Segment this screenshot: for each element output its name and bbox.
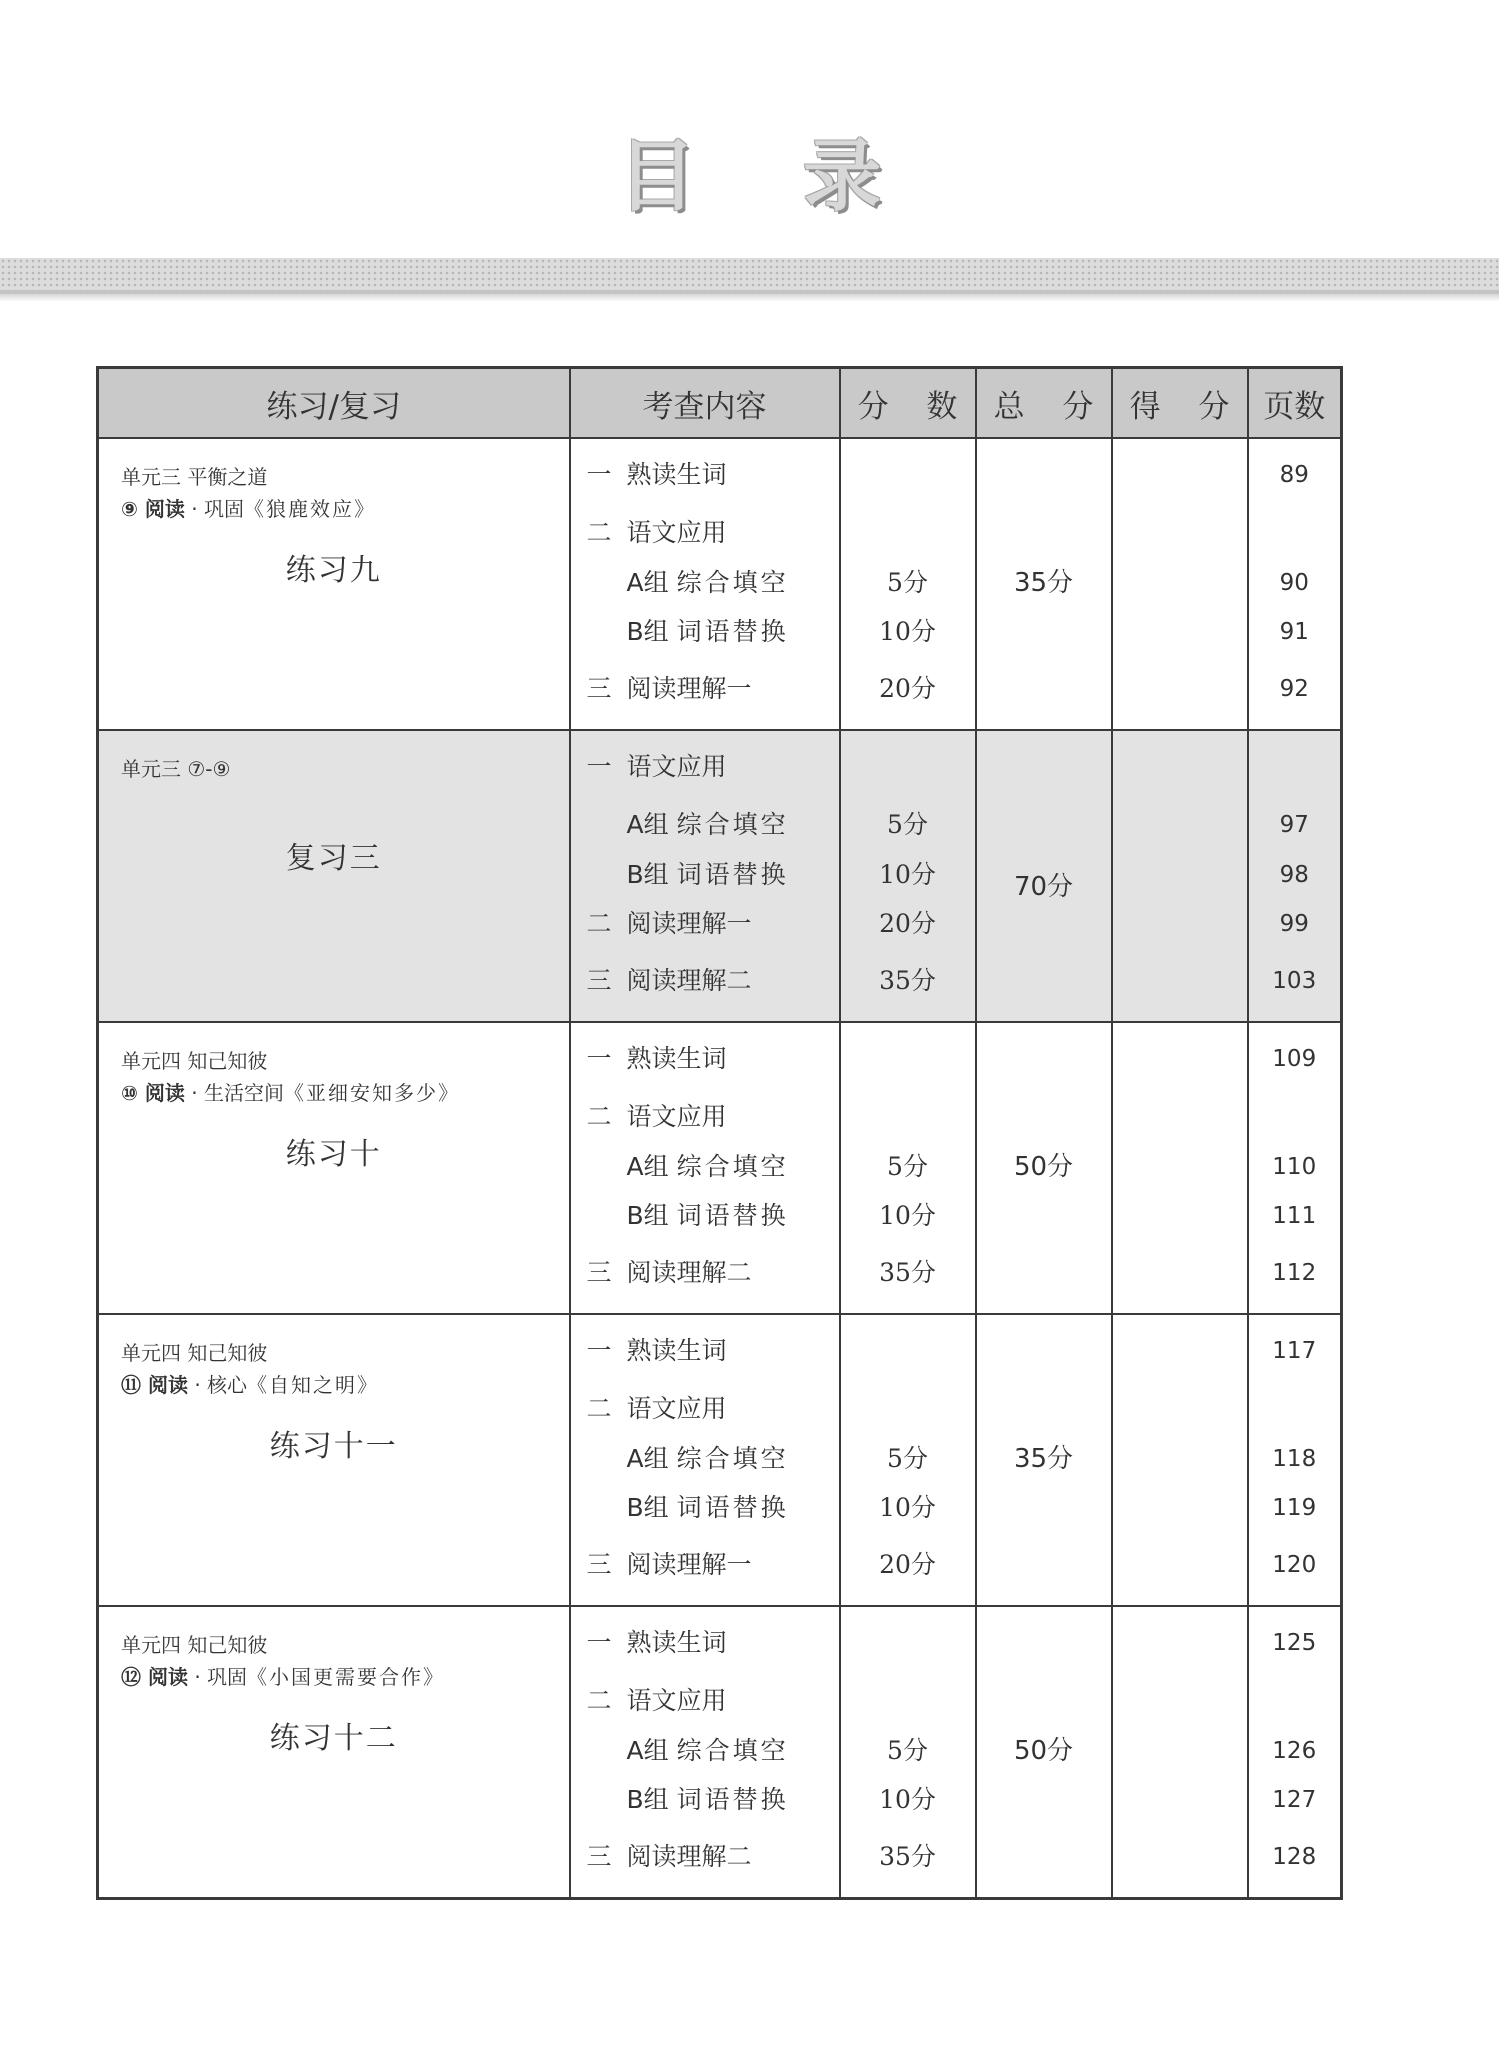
score-stack [841,1315,975,1605]
page-cell [1248,1606,1342,1899]
item-number: 三 [586,1842,612,1871]
lesson-lead: ⑫ 阅读 [121,1665,188,1689]
header-earned: 得 分 [1112,368,1248,439]
content-item [587,1259,752,1287]
item-page: 99 [1279,911,1309,937]
group-label: A组 [626,1152,669,1181]
item-label: 阅读理解二 [626,1842,752,1871]
content-item [627,1786,789,1814]
lesson-lead: ⑪ 阅读 [121,1373,188,1397]
item-number: 一 [586,1336,612,1365]
item-label: 阅读理解二 [626,1258,752,1287]
lesson-label [121,493,376,522]
item-page: 128 [1272,1844,1317,1870]
content-item [627,1494,789,1522]
earned-cell [1112,438,1248,730]
exercise-name: 练习十一 [269,1429,398,1464]
score-stack [841,1607,975,1897]
item-score: 20分 [879,674,936,703]
header-page: 页数 [1248,368,1342,439]
content-cell [570,1314,840,1606]
header-row [98,368,1342,439]
total-stack [977,1315,1111,1605]
item-score: 20分 [879,909,936,938]
group-label: A组 [626,568,669,597]
score-cell [840,1606,976,1899]
content-item [587,1629,727,1657]
item-number: 二 [586,518,612,547]
item-label: 阅读理解一 [626,674,752,703]
item-page: 127 [1272,1787,1317,1813]
section-row [98,1606,1342,1899]
item-number: 二 [586,1686,612,1715]
item-label: 语文应用 [626,1394,727,1423]
lesson-category: · 巩固 [187,1665,248,1689]
item-page: 119 [1272,1495,1317,1521]
content-item [587,461,727,489]
exercise-name: 复习三 [285,841,382,876]
content-item [627,811,789,839]
item-label: 阅读理解一 [626,1550,752,1579]
content-item [627,1153,789,1181]
item-label: 词语替换 [676,1493,789,1522]
item-score: 35分 [879,1258,936,1287]
item-page: 103 [1272,968,1317,994]
content-item [627,861,789,889]
item-page: 92 [1279,676,1309,702]
lesson-book-title: 《亚细安知多少》 [283,1081,460,1105]
item-label: 综合填空 [676,1736,789,1765]
item-number: 一 [586,752,612,781]
item-label: 词语替换 [676,1201,789,1230]
total-cell [976,730,1112,1022]
content-item [627,618,789,646]
exercise-name: 练习九 [285,553,382,588]
content-item [587,1551,752,1579]
section-row [98,730,1342,1022]
total-stack [977,439,1111,729]
lesson-label [121,1369,379,1398]
unit-label: 单元四 知己知彼 [121,1341,268,1365]
item-number: 一 [586,1044,612,1073]
content-cell [570,1022,840,1314]
page-stack [1249,1607,1341,1897]
item-page: 120 [1272,1552,1317,1578]
section-row [98,1314,1342,1606]
item-score: 10分 [879,1201,936,1230]
content-item [587,1395,727,1423]
content-item [587,910,752,938]
item-page: 126 [1272,1738,1317,1764]
item-label: 综合填空 [676,1152,789,1181]
group-label: A组 [626,1736,669,1765]
item-label: 熟读生词 [626,1336,727,1365]
item-label: 综合填空 [676,1444,789,1473]
score-cell [840,1314,976,1606]
item-label: 阅读理解二 [626,966,752,995]
item-score: 10分 [879,1493,936,1522]
content-item [587,967,752,995]
item-label: 语文应用 [626,752,727,781]
item-label: 词语替换 [676,617,789,646]
item-page: 109 [1272,1046,1317,1072]
total-stack [977,731,1111,1021]
lesson-category: · 巩固 [184,497,244,521]
total-score: 35分 [1013,568,1074,598]
lesson-lead: ⑩ 阅读 [121,1081,185,1105]
item-page: 89 [1279,462,1309,488]
group-label: B组 [626,1493,669,1522]
content-item [627,1445,789,1473]
content-item [587,1337,727,1365]
lesson-book-title: 《自知之明》 [247,1373,380,1397]
content-stack [571,1315,839,1605]
exercise-name: 练习十 [285,1137,382,1172]
item-score: 5分 [887,568,928,597]
content-cell [570,730,840,1022]
content-cell [570,1606,840,1899]
exercise-cell [98,730,570,1022]
content-stack [571,439,839,729]
page-title: 目 录 [617,132,922,222]
header-exercise: 练习/复习 [98,368,570,439]
content-stack [571,731,839,1021]
unit-label: 单元四 知己知彼 [121,1633,268,1657]
group-label: B组 [626,860,669,889]
total-score: 50分 [1013,1152,1074,1182]
item-label: 词语替换 [676,1785,789,1814]
total-score: 50分 [1013,1736,1074,1766]
item-score: 5分 [887,810,928,839]
item-page: 91 [1279,619,1309,645]
score-stack [841,731,975,1021]
group-label: B组 [626,617,669,646]
header-content: 考查内容 [570,368,840,439]
item-number: 三 [586,1258,612,1287]
item-score: 10分 [879,617,936,646]
exercise-cell [98,438,570,730]
item-page: 117 [1272,1338,1317,1364]
exercise-name: 练习十二 [269,1721,398,1756]
content-item [587,519,727,547]
page-stack [1249,1023,1341,1313]
content-item [587,1103,727,1131]
item-page: 111 [1272,1203,1317,1229]
item-label: 熟读生词 [626,1044,727,1073]
item-number: 一 [586,460,612,489]
item-page: 118 [1272,1446,1317,1472]
item-page: 98 [1279,862,1309,888]
item-number: 二 [586,1394,612,1423]
lesson-label [121,1077,460,1106]
group-label: B组 [626,1201,669,1230]
unit-label: 单元四 知己知彼 [121,1049,268,1073]
item-number: 三 [586,1550,612,1579]
lesson-label [121,1661,445,1690]
content-item [587,1843,752,1871]
lesson-lead: ⑨ 阅读 [121,497,185,521]
page-stack [1249,1315,1341,1605]
content-item [627,569,789,597]
unit-label: 单元三 平衡之道 [121,465,268,489]
item-score: 35分 [879,966,936,995]
item-score: 20分 [879,1550,936,1579]
group-label: A组 [626,810,669,839]
score-cell [840,438,976,730]
item-label: 综合填空 [676,810,789,839]
lesson-category: · 核心 [187,1373,248,1397]
header-band-shadow [0,294,1499,302]
item-label: 熟读生词 [626,460,727,489]
item-label: 熟读生词 [626,1628,727,1657]
lesson-category: · 生活空间 [184,1081,284,1105]
page-stack [1249,439,1341,729]
item-number: 三 [586,966,612,995]
content-cell [570,438,840,730]
page-cell [1248,730,1342,1022]
item-score: 5分 [887,1444,928,1473]
lesson-book-title: 《小国更需要合作》 [247,1665,446,1689]
score-stack [841,1023,975,1313]
content-item [627,1737,789,1765]
item-number: 三 [586,674,612,703]
group-label: A组 [626,1444,669,1473]
earned-cell [1112,1314,1248,1606]
content-item [587,753,727,781]
item-label: 阅读理解一 [626,909,752,938]
header-total: 总 分 [976,368,1112,439]
total-stack [977,1607,1111,1897]
section-row [98,438,1342,730]
content-item [587,1045,727,1073]
total-score: 70分 [1013,872,1074,902]
item-score: 5分 [887,1736,928,1765]
item-label: 语文应用 [626,1102,727,1131]
score-cell [840,1022,976,1314]
total-cell [976,438,1112,730]
page-cell [1248,438,1342,730]
contents-table [96,366,1343,1900]
item-page: 97 [1279,812,1309,838]
total-cell [976,1606,1112,1899]
item-number: 二 [586,909,612,938]
item-page: 90 [1279,570,1309,596]
page-cell [1248,1314,1342,1606]
unit-label: 单元三 ⑦-⑨ [121,757,231,781]
header-band [0,258,1499,294]
header-score: 分 数 [840,368,976,439]
page-cell [1248,1022,1342,1314]
item-number: 二 [586,1102,612,1131]
item-label: 词语替换 [676,860,789,889]
exercise-cell [98,1022,570,1314]
item-label: 语文应用 [626,518,727,547]
page-stack [1249,731,1341,1021]
total-cell [976,1022,1112,1314]
total-stack [977,1023,1111,1313]
item-label: 语文应用 [626,1686,727,1715]
score-cell [840,730,976,1022]
item-number: 一 [586,1628,612,1657]
item-score: 35分 [879,1842,936,1871]
content-stack [571,1607,839,1897]
content-item [587,1687,727,1715]
lesson-book-title: 《狼鹿效应》 [243,497,376,521]
item-label: 综合填空 [676,568,789,597]
exercise-cell [98,1606,570,1899]
item-score: 10分 [879,860,936,889]
total-cell [976,1314,1112,1606]
exercise-cell [98,1314,570,1606]
earned-cell [1112,1022,1248,1314]
group-label: B组 [626,1785,669,1814]
item-page: 110 [1272,1154,1317,1180]
content-stack [571,1023,839,1313]
section-row [98,1022,1342,1314]
item-score: 5分 [887,1152,928,1181]
score-stack [841,439,975,729]
item-page: 125 [1272,1630,1317,1656]
item-page: 112 [1272,1260,1317,1286]
item-score: 10分 [879,1785,936,1814]
total-score: 35分 [1013,1444,1074,1474]
content-item [627,1202,789,1230]
earned-cell [1112,730,1248,1022]
content-item [587,675,752,703]
earned-cell [1112,1606,1248,1899]
